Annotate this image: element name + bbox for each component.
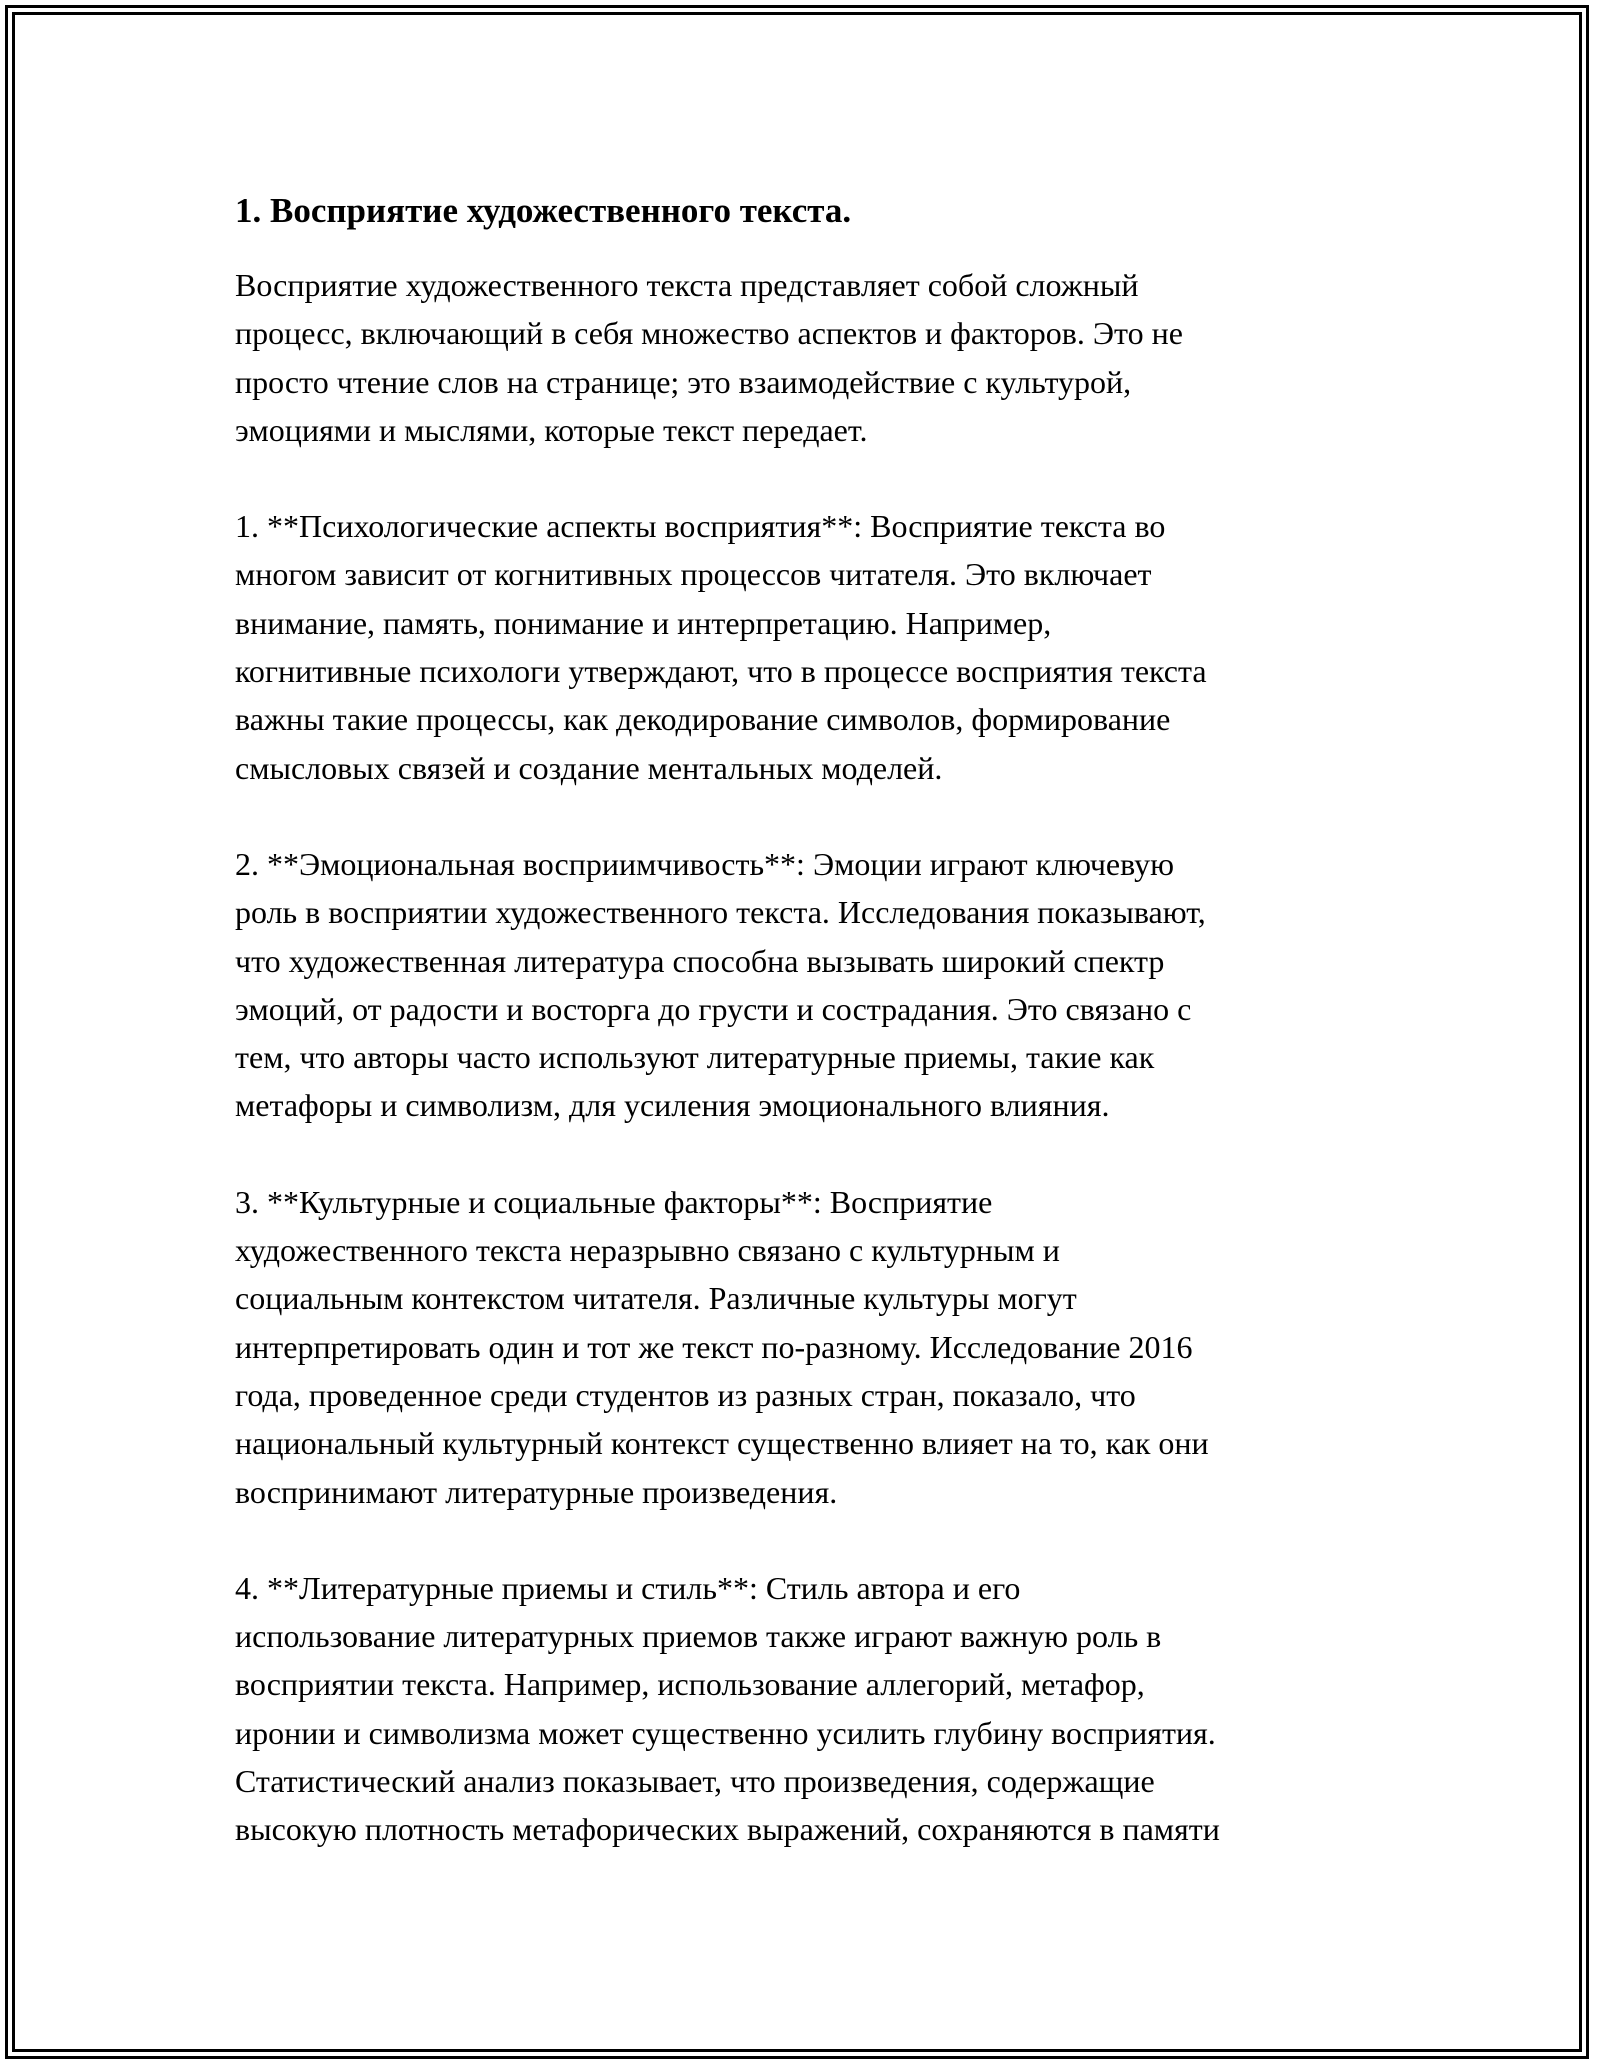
paragraph-line: эмоциями и мыслями, которые текст передает.: [235, 411, 868, 448]
paragraph-line: иронии и символизма может существенно усилить глубину восприятия.: [235, 1714, 1216, 1751]
paragraph-line: Статистический анализ показывает, что произведения, содержащие: [235, 1763, 1155, 1800]
paragraph-line: интерпретировать один и тот же текст по-разному. Исследование 2016: [235, 1328, 1193, 1365]
paragraph-line: национальный культурный контекст существенно влияет на то, как они: [235, 1425, 1209, 1462]
paragraph-line: воспринимают литературные произведения.: [235, 1473, 838, 1510]
paragraph-line: смысловых связей и создание ментальных моделей.: [235, 749, 943, 786]
paragraph-line: эмоций, от радости и восторга до грусти и сострадания. Это связано с: [235, 990, 1192, 1027]
paragraph-line: 4. **Литературные приемы и стиль**: Стиль автора и его: [235, 1569, 1021, 1606]
paragraph-line: процесс, включающий в себя множество аспектов и факторов. Это не: [235, 315, 1183, 352]
cultural-social-factors-paragraph: [235, 1178, 1380, 1516]
emotional-receptivity-paragraph: [235, 840, 1380, 1130]
paragraph-line: 1. **Психологические аспекты восприятия**: Восприятие текста во: [235, 508, 1166, 545]
paragraph-line: года, проведенное среди студентов из разных стран, показало, что: [235, 1376, 1136, 1413]
paragraph-line: Восприятие художественного текста представляет собой сложный: [235, 267, 1139, 303]
literary-devices-paragraph: [235, 1564, 1380, 1854]
psychological-aspects-paragraph: [235, 502, 1380, 792]
paragraph-line: просто чтение слов на странице; это взаимодействие с культурой,: [235, 363, 1132, 400]
section-heading: 1. Восприятие художественного текста.: [235, 191, 852, 230]
paragraph-line: восприятии текста. Например, использование аллегорий, метафор,: [235, 1666, 1145, 1703]
paragraph-line: высокую плотность метафорических выражений, сохраняются в памяти: [235, 1811, 1220, 1848]
paragraph-line: что художественная литература способна вызывать широкий спектр: [235, 942, 1165, 979]
paragraph-line: многом зависит от когнитивных процессов читателя. Это включает: [235, 556, 1152, 593]
paragraph-line: социальным контекстом читателя. Различные культуры могут: [235, 1280, 1077, 1317]
paragraph-line: роль в восприятии художественного текста. Исследования показывают,: [235, 894, 1206, 931]
paragraph-line: 2. **Эмоциональная восприимчивость**: Эмоции играют ключевую: [235, 845, 1175, 882]
paragraph-line: тем, что авторы часто используют литературные приемы, такие как: [235, 1039, 1155, 1076]
paragraph-line: важны такие процессы, как декодирование символов, формирование: [235, 701, 1171, 738]
document-page: [235, 187, 1380, 1854]
paragraph-line: использование литературных приемов также играют важную роль в: [235, 1618, 1162, 1655]
paragraph-line: когнитивные психологи утверждают, что в процессе восприятия текста: [235, 653, 1207, 690]
paragraph-line: художественного текста неразрывно связано с культурным и: [235, 1232, 1060, 1269]
intro-paragraph: [235, 261, 1380, 454]
paragraph-line: 3. **Культурные и социальные факторы**: Восприятие: [235, 1183, 993, 1220]
paragraph-line: внимание, память, понимание и интерпретацию. Например,: [235, 604, 1052, 641]
paragraph-line: метафоры и символизм, для усиления эмоционального влияния.: [235, 1087, 1110, 1124]
